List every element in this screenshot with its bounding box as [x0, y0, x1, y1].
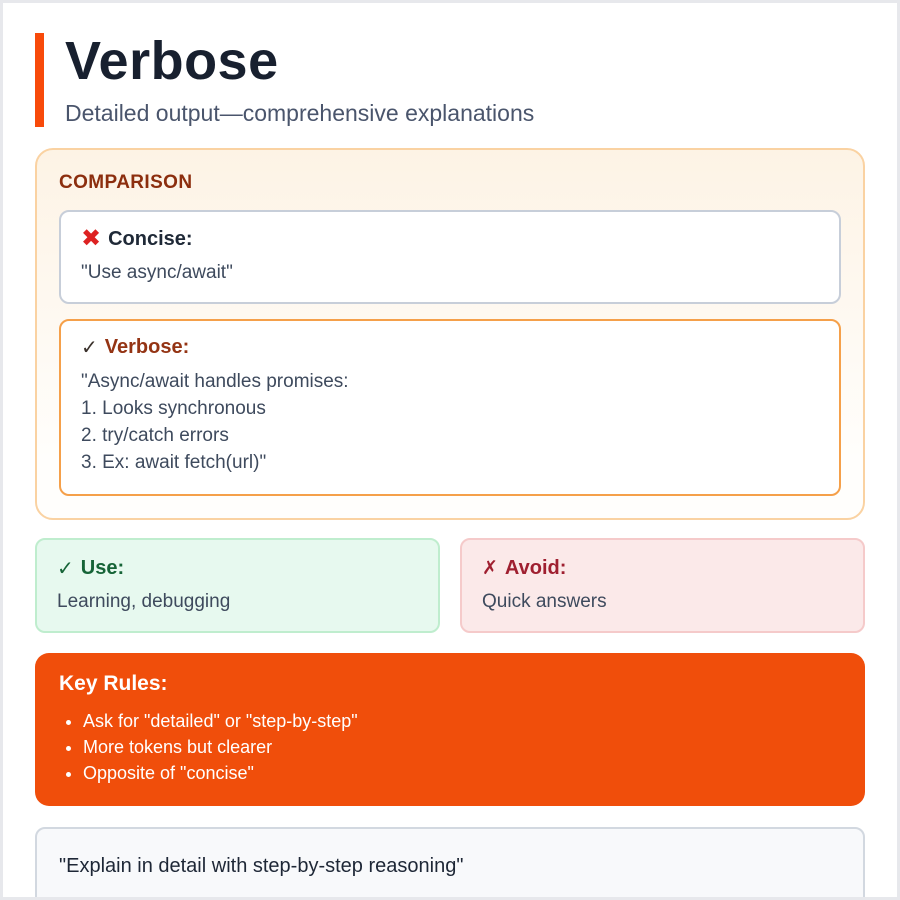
check-icon: ✓	[57, 557, 74, 580]
check-icon: ✓	[81, 336, 98, 359]
avoid-heading-row	[482, 557, 843, 580]
header-text	[65, 33, 534, 127]
verbose-heading: Verbose:	[104, 336, 190, 359]
avoid-heading: Avoid:	[504, 557, 567, 580]
key-rules-list	[59, 708, 841, 786]
use-avoid-row	[35, 538, 865, 633]
verbose-lines	[81, 368, 819, 476]
key-rule-item: • More tokens but clearer	[83, 734, 841, 760]
verbose-line: 2. try/catch errors	[81, 425, 229, 447]
verbose-card	[59, 319, 841, 496]
key-rule-item: • Ask for "detailed" or "step-by-step"	[83, 708, 841, 734]
concise-text: "Use async/await"	[81, 262, 233, 284]
cross-icon: ✖	[81, 225, 102, 253]
verbose-line: "Async/await handles promises:	[81, 371, 349, 393]
comparison-section	[35, 148, 865, 520]
key-rules-section	[35, 653, 865, 806]
concise-heading-row	[81, 227, 819, 251]
concise-heading: Concise:	[108, 227, 193, 250]
key-rules-heading: Key Rules:	[59, 672, 168, 696]
page-subtitle: Detailed output—comprehensive explanations	[65, 100, 535, 127]
verbose-line: 3. Ex: await fetch(url)"	[81, 452, 267, 474]
page-title: Verbose	[65, 31, 279, 91]
quote-text: "Explain in detail with step-by-step reasoning"	[59, 855, 464, 878]
comparison-label: COMPARISON	[59, 172, 193, 194]
quote-box	[35, 827, 865, 900]
header	[35, 33, 865, 127]
ballot-x-icon: ✗	[482, 558, 498, 580]
verbose-heading-row	[81, 336, 819, 359]
use-box	[35, 538, 440, 633]
concise-card	[59, 210, 841, 304]
use-text: Learning, debugging	[57, 591, 231, 613]
avoid-box	[460, 538, 865, 633]
avoid-text: Quick answers	[482, 591, 607, 613]
key-rule-item: • Opposite of "concise"	[83, 760, 841, 786]
use-heading: Use:	[80, 557, 125, 580]
accent-bar	[35, 33, 44, 127]
use-heading-row	[57, 557, 418, 580]
verbose-line: 1. Looks synchronous	[81, 398, 266, 420]
